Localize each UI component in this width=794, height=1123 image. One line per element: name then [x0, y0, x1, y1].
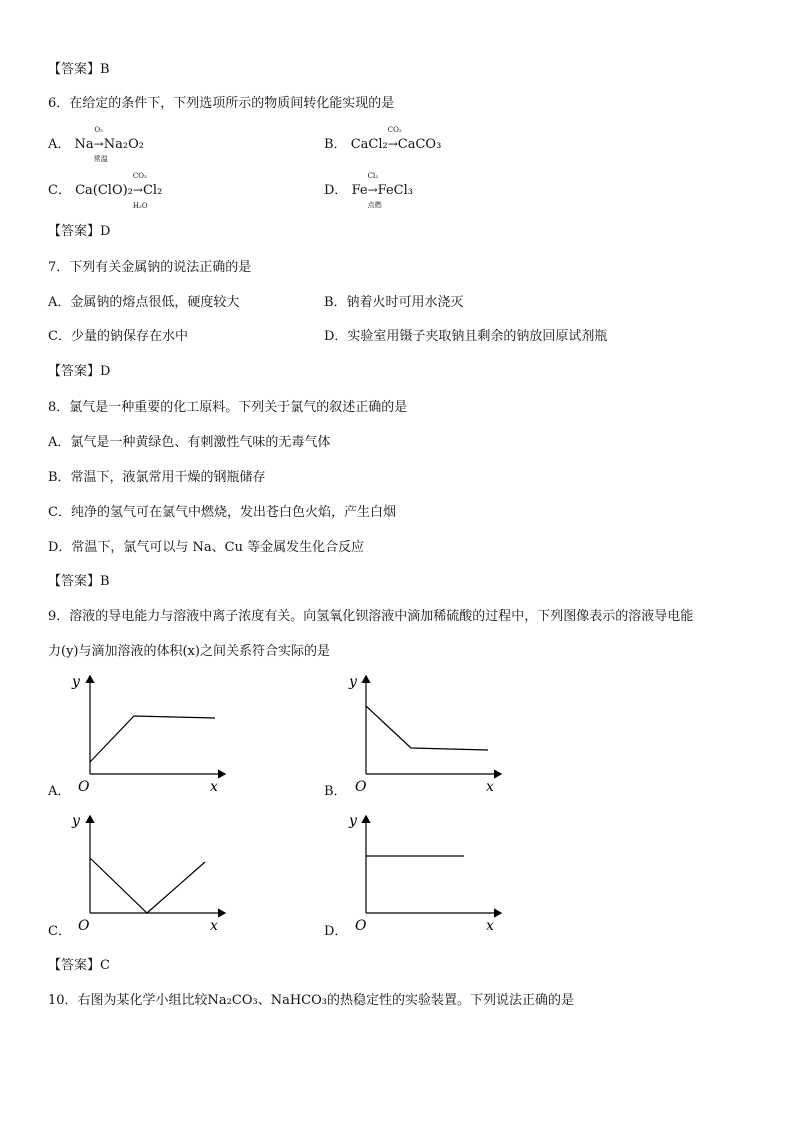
q8-option-b: B．常温下，液氯常用干燥的钢瓶储存: [48, 470, 266, 485]
q6-a-reactant: Na: [74, 137, 94, 152]
q6-a-arrow: O₂ → 常温: [93, 126, 108, 163]
q6-b-reactant: CaCl₂: [350, 137, 388, 152]
answer-q5: 【答案】B: [48, 62, 110, 77]
q9-graph-a-label: A．: [48, 784, 71, 799]
question-8-stem: 8．氯气是一种重要的化工原料。下列关于氯气的叙述正确的是: [48, 400, 408, 415]
q6-option-b: [324, 126, 442, 152]
q6-d-arrow: Cl₂ → 点燃: [367, 172, 382, 209]
answer-q7: 【答案】D: [48, 364, 111, 379]
question-10-stem: 10．右图为某化学小组比较Na₂CO₃、NaHCO₃的热稳定性的实验装置。下列说法正确的是: [48, 993, 574, 1008]
q6-d-reactant: Fe: [351, 183, 368, 198]
q8-option-d: D．常温下，氯气可以与 Na、Cu 等金属发生化合反应: [48, 540, 365, 555]
q9-a-x-label: x: [210, 779, 218, 795]
question-6-stem: 6．在给定的条件下，下列选项所示的物质间转化能实现的是: [48, 96, 395, 111]
q9-c-y-label: y: [72, 813, 80, 829]
q6-option-d: [324, 172, 413, 209]
q9-b-curve: [366, 706, 488, 750]
q9-c-curve: [90, 858, 205, 913]
q6-b-label: B．: [324, 137, 347, 152]
question-9-stem-line2: 力(y)与滴加溶液的体积(x)之间关系符合实际的是: [48, 644, 330, 659]
question-9-stem-line1: 9．溶液的导电能力与溶液中离子浓度有关。向氢氧化钡溶液中滴加稀硫酸的过程中，下列图像表示的溶液导电能: [48, 609, 694, 624]
question-7-stem: 7．下列有关金属钠的说法正确的是: [48, 260, 252, 275]
q6-a-label: A．: [48, 137, 71, 152]
q9-graph-b-label: B．: [324, 784, 347, 799]
q7-option-d: D．实验室用镊子夹取钠且剩余的钠放回原试剂瓶: [324, 329, 608, 344]
q9-b-x-label: x: [486, 779, 494, 795]
q9-graph-d-label: D．: [324, 924, 348, 939]
q9-d-y-label: y: [349, 813, 357, 829]
q9-graph-b: [336, 668, 516, 798]
q9-c-x-label: x: [210, 918, 218, 934]
q6-b-arrow: CO₂ →: [387, 126, 402, 151]
answer-q8: 【答案】B: [48, 574, 110, 589]
q6-d-product: FeCl₃: [377, 183, 413, 198]
q6-c-arrow: CO₂ → H₂O: [132, 172, 148, 210]
q6-b-product: CaCO₃: [397, 137, 442, 152]
q9-b-y-label: y: [349, 674, 357, 690]
q7-option-b: B．钠着火时可用水浇灭: [324, 295, 464, 310]
answer-q6: 【答案】D: [48, 224, 111, 239]
q6-option-c: [48, 172, 163, 210]
q9-graph-c-label: C．: [48, 924, 71, 939]
q9-a-origin-label: O: [78, 779, 90, 795]
q7-option-a: A．金属钠的熔点很低，硬度较大: [48, 295, 240, 310]
q9-graph-a: [60, 668, 240, 798]
q6-option-a: [48, 126, 144, 163]
q9-d-x-label: x: [486, 918, 494, 934]
q9-c-origin-label: O: [78, 918, 90, 934]
q6-a-product: Na₂O₂: [103, 137, 144, 152]
q6-c-label: C．: [48, 183, 71, 198]
q7-option-c: C．少量的钠保存在水中: [48, 329, 188, 344]
q6-d-label: D．: [324, 183, 348, 198]
q9-a-y-label: y: [72, 674, 80, 690]
q8-option-c: C．纯净的氢气可在氯气中燃烧，发出苍白色火焰，产生白烟: [48, 505, 396, 520]
q9-d-origin-label: O: [355, 918, 367, 934]
answer-q9: 【答案】C: [48, 958, 110, 973]
q9-graph-d: [336, 810, 516, 940]
q9-b-origin-label: O: [355, 779, 367, 795]
q9-a-curve: [90, 716, 215, 762]
q9-graph-c: [60, 810, 240, 940]
q6-c-reactant: Ca(ClO)₂: [75, 183, 133, 198]
q8-option-a: A．氯气是一种黄绿色、有刺激性气味的无毒气体: [48, 435, 331, 450]
q6-c-product: Cl₂: [142, 183, 163, 198]
